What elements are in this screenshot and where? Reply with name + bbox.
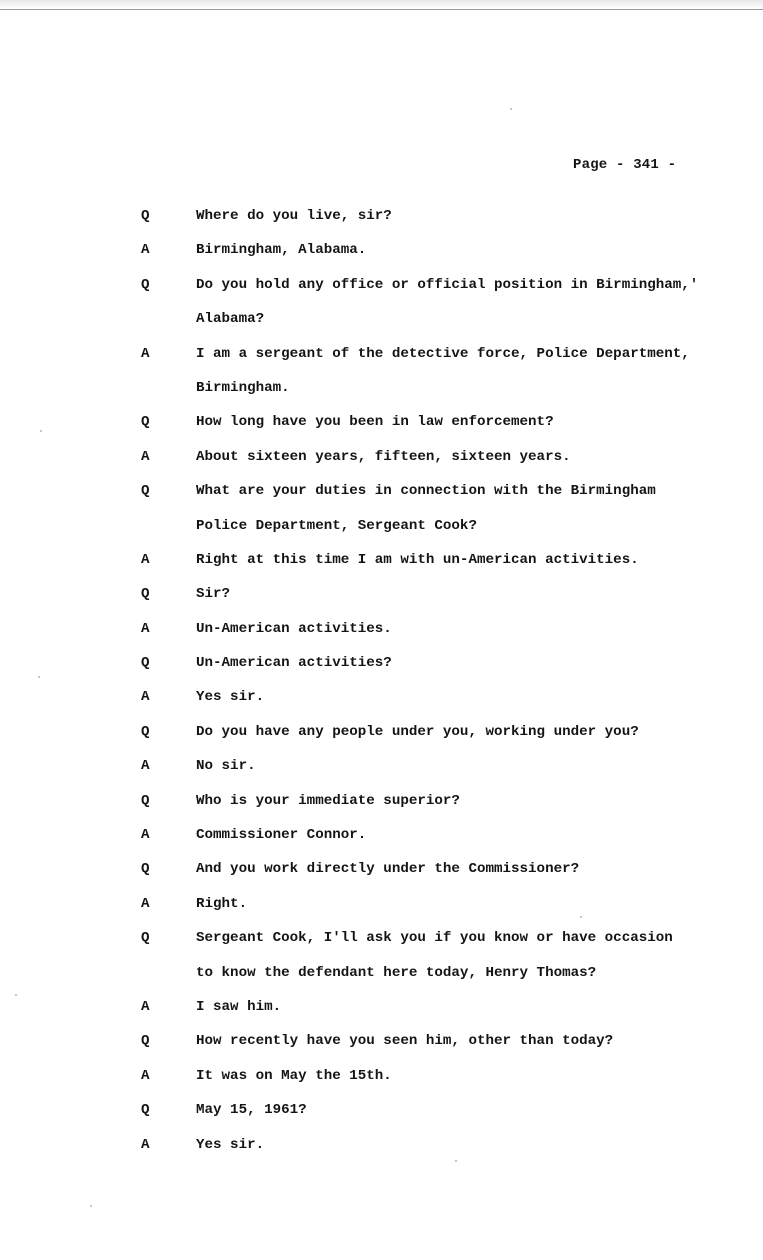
transcript-continuation-line	[141, 309, 731, 343]
speaker-label: Q	[141, 861, 150, 878]
transcript-line	[141, 550, 731, 584]
scan-speck	[90, 1205, 92, 1207]
speaker-label: A	[141, 758, 150, 775]
line-text: Right.	[196, 895, 248, 912]
speaker-label: A	[141, 689, 150, 706]
line-text: How recently have you seen him, other than today?	[196, 1033, 614, 1050]
speaker-label: Q	[141, 723, 150, 740]
transcript-continuation-line	[141, 516, 731, 550]
speaker-label: Q	[141, 586, 150, 603]
scan-speck	[455, 1160, 457, 1162]
line-text: Right at this time I am with un-American activities.	[196, 551, 639, 568]
speaker-label: Q	[141, 208, 150, 224]
transcript-line	[141, 756, 731, 790]
line-text: Who is your immediate superior?	[196, 792, 460, 809]
speaker-label: A	[141, 827, 150, 844]
transcript-line	[141, 481, 731, 515]
transcript-line	[141, 619, 731, 653]
transcript-line	[141, 344, 731, 378]
line-text: I saw him.	[196, 998, 282, 1015]
transcript-line	[141, 275, 731, 309]
line-text: Sir?	[196, 586, 231, 603]
speaker-label: A	[141, 1136, 150, 1153]
line-text: Do you hold any office or official position in Birmingham,'	[196, 276, 699, 293]
transcript-line	[141, 584, 731, 618]
speaker-label: Q	[141, 276, 150, 293]
transcript-continuation-line	[141, 378, 731, 412]
line-text: It was on May the 15th.	[196, 1067, 392, 1084]
line-text: Do you have any people under you, working under you?	[196, 723, 639, 740]
speaker-label: Q	[141, 414, 150, 431]
line-text: I am a sergeant of the detective force, Police Department,	[196, 345, 690, 362]
transcript-line	[141, 859, 731, 893]
transcript-line	[141, 997, 731, 1031]
line-text: And you work directly under the Commissioner?	[196, 861, 580, 878]
speaker-label: A	[141, 448, 150, 465]
line-text: to know the defendant here today, Henry Thomas?	[196, 964, 597, 981]
scan-speck	[580, 916, 582, 918]
page-number: Page - 341 -	[573, 157, 677, 173]
transcript-line	[141, 1066, 731, 1100]
line-text: Alabama?	[196, 311, 265, 328]
transcript	[141, 206, 731, 1169]
transcript-continuation-line	[141, 963, 731, 997]
line-text: Police Department, Sergeant Cook?	[196, 517, 477, 534]
transcript-line	[141, 1100, 731, 1134]
scan-speck	[40, 430, 42, 432]
speaker-label: A	[141, 895, 150, 912]
transcript-line	[141, 240, 731, 274]
line-text: Birmingham, Alabama.	[196, 242, 367, 259]
line-text: Sergeant Cook, I'll ask you if you know or have occasion	[196, 930, 673, 947]
scan-top-edge	[0, 0, 763, 10]
speaker-label: Q	[141, 655, 150, 672]
line-text: What are your duties in connection with the Birmingham	[196, 483, 656, 500]
speaker-label: A	[141, 998, 150, 1015]
transcript-line	[141, 791, 731, 825]
speaker-label: A	[141, 345, 150, 362]
transcript-line	[141, 447, 731, 481]
line-text: About sixteen years, fifteen, sixteen years.	[196, 448, 571, 465]
transcript-line	[141, 687, 731, 721]
line-text: How long have you been in law enforcement?	[196, 414, 554, 431]
line-text: Yes sir.	[196, 689, 265, 706]
transcript-line	[141, 1135, 731, 1169]
transcript-line	[141, 722, 731, 756]
transcript-line	[141, 928, 731, 962]
transcript-line	[141, 1031, 731, 1065]
line-text: Un-American activities?	[196, 655, 392, 672]
transcript-line	[141, 653, 731, 687]
speaker-label: A	[141, 242, 150, 259]
scan-speck	[15, 994, 17, 996]
speaker-label: Q	[141, 792, 150, 809]
transcript-line	[141, 825, 731, 859]
scan-speck	[510, 108, 512, 110]
line-text: Un-American activities.	[196, 620, 392, 637]
line-text: No sir.	[196, 758, 256, 775]
transcript-line	[141, 206, 731, 240]
speaker-label: A	[141, 1067, 150, 1084]
speaker-label: Q	[141, 1102, 150, 1119]
speaker-label: Q	[141, 1033, 150, 1050]
line-text: Birmingham.	[196, 379, 290, 396]
speaker-label: Q	[141, 930, 150, 947]
speaker-label: A	[141, 620, 150, 637]
line-text: Yes sir.	[196, 1136, 265, 1153]
speaker-label: Q	[141, 483, 150, 500]
transcript-line	[141, 412, 731, 446]
line-text: Where do you live, sir?	[196, 208, 392, 224]
scan-speck	[38, 676, 40, 678]
line-text: Commissioner Connor.	[196, 827, 367, 844]
transcript-line	[141, 894, 731, 928]
speaker-label: A	[141, 551, 150, 568]
line-text: May 15, 1961?	[196, 1102, 307, 1119]
